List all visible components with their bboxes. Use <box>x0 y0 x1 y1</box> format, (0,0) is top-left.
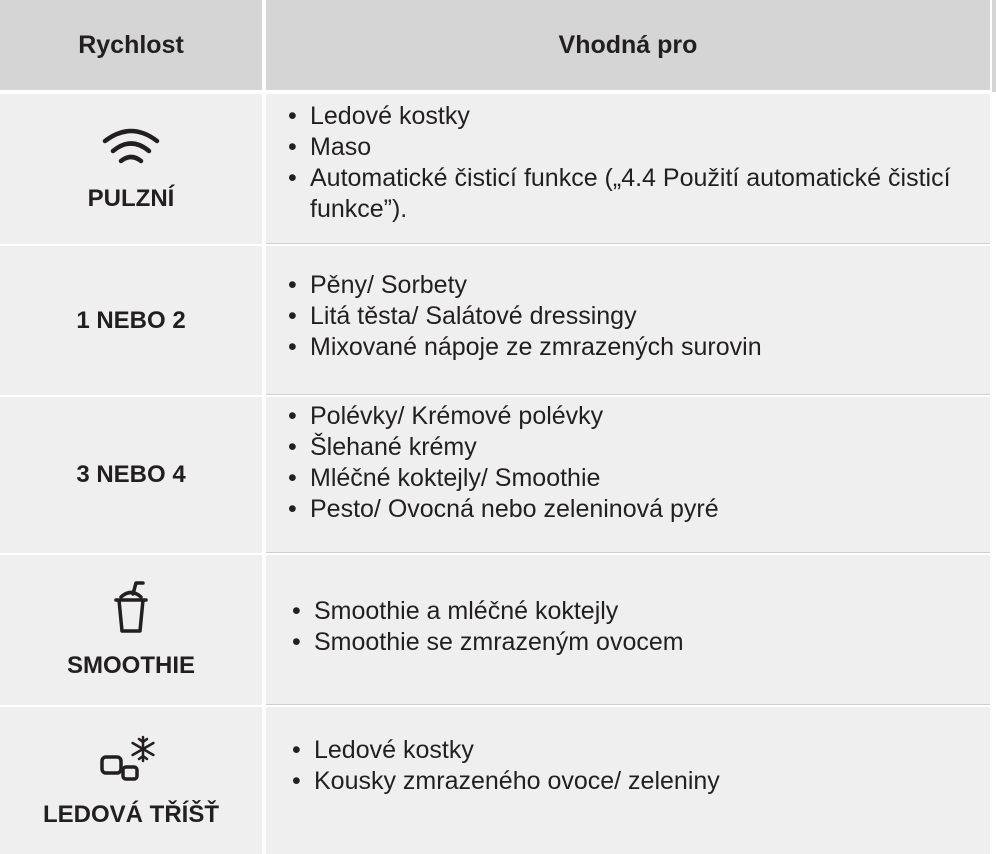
list-item: • Maso <box>288 132 980 163</box>
list-item: • Kousky zmrazeného ovoce/ zeleniny <box>292 766 980 797</box>
speed-label: LEDOVÁ TŘÍŠŤ <box>42 800 219 828</box>
speed-cell <box>0 707 262 854</box>
speed-cell <box>0 397 262 553</box>
table-row <box>0 246 990 395</box>
suitable-cell <box>266 707 990 854</box>
speed-cell <box>0 246 262 395</box>
suitable-list <box>292 735 980 797</box>
header-speed: Rychlost <box>0 0 262 90</box>
table-row <box>0 397 990 553</box>
suitable-cell <box>266 397 990 553</box>
list-item: • Mléčné koktejly/ Smoothie <box>288 463 980 494</box>
list-item: • Pesto/ Ovocná nebo zeleninová pyré <box>288 494 980 525</box>
list-item: • Mixované nápoje ze zmrazených surovin <box>288 332 980 363</box>
suitable-cell <box>266 555 990 705</box>
list-item: • Šlehané krémy <box>288 432 980 463</box>
speed-cell <box>0 94 262 244</box>
suitable-list <box>288 270 980 363</box>
list-item: • Ledové kostky <box>292 735 980 766</box>
table-row <box>0 555 990 705</box>
list-item: • Automatické čisticí funkce („4.4 Použití automatické čisticí funkce”). <box>288 163 980 225</box>
header-suitable-for: Vhodná pro <box>266 0 990 90</box>
suitable-cell <box>266 94 990 244</box>
speed-label: PULZNÍ <box>87 185 175 212</box>
speed-label: SMOOTHIE <box>66 652 195 679</box>
list-item: • Pěny/ Sorbety <box>288 270 980 301</box>
suitable-cell <box>266 246 990 395</box>
suitable-list <box>288 401 980 525</box>
speed-cell <box>0 555 262 705</box>
list-item: • Polévky/ Krémové polévky <box>288 401 980 432</box>
table-header <box>0 0 996 90</box>
list-item: • Smoothie se zmrazeným ovocem <box>292 627 980 658</box>
smoothie-cup-icon <box>111 580 151 634</box>
list-item: • Ledové kostky <box>288 101 980 132</box>
suitable-list <box>292 596 980 658</box>
list-item: • Smoothie a mléčné koktejly <box>292 596 980 627</box>
table-row <box>0 94 990 244</box>
suitable-list <box>288 101 980 225</box>
pulse-wave-icon <box>101 125 161 167</box>
table-edge <box>992 0 996 92</box>
list-item: • Litá těsta/ Salátové dressingy <box>288 301 980 332</box>
speed-label: 1 NEBO 2 <box>76 306 186 334</box>
ice-crush-icon <box>99 733 163 783</box>
table-row <box>0 707 990 854</box>
speed-label: 3 NEBO 4 <box>76 461 186 488</box>
